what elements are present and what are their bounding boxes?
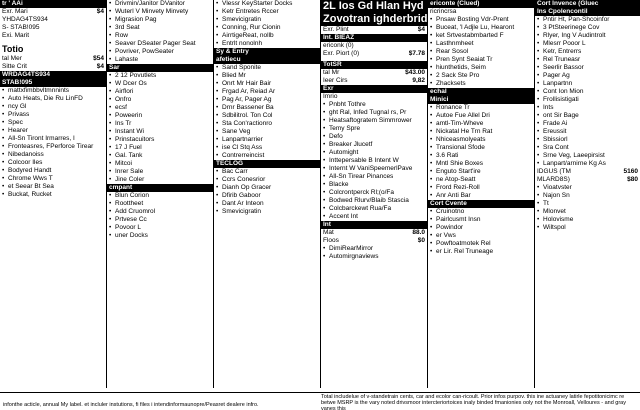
feature-item: • Blacke (321, 181, 427, 189)
feature-item: • Conning, Rur Cionin (214, 24, 320, 32)
feature-item: • Zhacksets (428, 80, 534, 88)
price-row-value: 5160 (623, 168, 638, 175)
feature-item: • Frollisistigati (535, 96, 640, 104)
feature-item: • Frord Rezi-Roll (428, 184, 534, 192)
feature-item: • Colcbarckewt Rua/Fa (321, 205, 427, 213)
price-row-value (101, 32, 104, 40)
price-row (535, 176, 640, 184)
feature-item: • Pairlcusmt Insn (428, 216, 534, 224)
feature-item: • Bac Carr (214, 168, 320, 176)
footer-disclaimer (0, 392, 640, 410)
feature-item: • Lanpartnarrier (214, 136, 320, 144)
feature-item: • Ins Tr (107, 120, 213, 128)
price-row-label: Exr. Plint (323, 26, 349, 33)
feature-item: • Jine Coler (107, 176, 213, 184)
feature-item: • Defo (321, 133, 427, 141)
section-header-bar: Int. BIEAZ (321, 34, 427, 42)
feature-item: • Ketr, Entrerrs (535, 48, 640, 56)
price-row (321, 42, 427, 50)
feature-item: • Pren Synt Seaiat Tr (428, 56, 534, 64)
feature-item: • Migrasion Pag (107, 16, 213, 24)
price-row (535, 168, 640, 176)
feature-item: • er Vws (428, 232, 534, 240)
feature-item: • Lasthnmheet (428, 40, 534, 48)
feature-item: • 3rd Seat (107, 24, 213, 32)
feature-item: • Breaker Jlucetf (321, 141, 427, 149)
section-header-bar: Cort Cvente (428, 200, 534, 208)
price-row-label: Sitte Crit (2, 63, 27, 70)
price-row-value (422, 42, 425, 50)
price-row-label: Floos (323, 237, 339, 244)
feature-item: • Ereussit (535, 128, 640, 136)
feature-item: • Frgad Ar, Reiad Ar (214, 88, 320, 96)
price-row (321, 77, 427, 85)
feature-item: • All-Sn Tirear Pinances (321, 173, 427, 181)
feature-item: • Lahaste (107, 56, 213, 64)
feature-item: • hiunthetids, Seim (428, 64, 534, 72)
feature-item: • amtl-Tim-Wheve (428, 120, 534, 128)
section-header-bar: Exr (321, 85, 427, 93)
feature-item: • Colcoor Iles (0, 159, 106, 167)
feature-item: • 3.6 Rati (428, 152, 534, 160)
feature-item: • Spec (0, 119, 106, 127)
footer-left-text: infonthe acticle, annual My label. et incluler instutions, fi files i intendinformaunopre/Peasret dealere infro. (3, 402, 259, 408)
feature-item: • Contrerreincist (214, 152, 320, 160)
price-row-value: $4 (417, 26, 425, 33)
feature-item: • Lanpartnn (535, 80, 640, 88)
feature-item: • Add Cruomrol (107, 208, 213, 216)
feature-item: • Seerlir Bassor (535, 64, 640, 72)
feature-item: • Hearer (0, 127, 106, 135)
column-3 (214, 0, 321, 388)
feature-item: • 17 J Fuel (107, 144, 213, 152)
section-header-bar: TECLOG (214, 160, 320, 168)
price-row-label: ricrincrsa (430, 8, 457, 15)
feature-item: • ncy Gl (0, 103, 106, 111)
feature-item: • ket Srtvestabmbarted F (428, 32, 534, 40)
feature-item: • ont Sir Bage (535, 112, 640, 120)
price-row-label: MLARD8S) (537, 176, 570, 183)
feature-item: • Nibedanoiss (0, 151, 106, 159)
feature-item: • Nhiceasmolyeats (428, 136, 534, 144)
feature-item: • Bodwed Rlurv/Blaib Stascia (321, 197, 427, 205)
feature-item: • Internt W VaniSpeemerlPave (321, 165, 427, 173)
feature-item: • er Lir. Rel Truneage (428, 248, 534, 256)
price-row (321, 229, 427, 237)
price-row-value: $43.00 (405, 69, 425, 76)
feature-item: • DimiRearMirror (321, 245, 427, 253)
feature-item: • Onrt Mr Hair Bair (214, 80, 320, 88)
price-row (0, 55, 106, 63)
section-header-bar: tr ' AAi (0, 0, 106, 8)
section-header-bar: Sar (107, 64, 213, 72)
feature-item: • Sane Veg (214, 128, 320, 136)
price-row-label: tal Mer (2, 55, 22, 62)
price-row-label: IDGUS (TM (537, 168, 571, 175)
price-row (0, 32, 106, 40)
feature-item: • 2 12 Povutlets (107, 72, 213, 80)
feature-item: • Buceat, 'l Adjle Lu, Hearont (428, 24, 534, 32)
feature-item: • Anr Anti Bar (428, 192, 534, 200)
feature-item: • Drnr Bassener Ba (214, 104, 320, 112)
feature-item: • Prinstacuitors (107, 136, 213, 144)
feature-item: • Powftoatmotek Rel (428, 240, 534, 248)
feature-item: • Ccrs Conesrior (214, 176, 320, 184)
feature-item: • Dant Ar Inteon (214, 200, 320, 208)
feature-item: • Srne Veg, Laeepirsist (535, 152, 640, 160)
feature-item: • Inttepersable B Intent W (321, 157, 427, 165)
section-header-bar: Minici (428, 96, 534, 104)
price-row-label: Exr. Mari (2, 8, 28, 15)
feature-item: • W Dcer Os (107, 80, 213, 88)
feature-item: • 2 Sack Ste Pro (428, 72, 534, 80)
section-header-bar: Sy & Entry (214, 48, 320, 56)
feature-item: • Mlonvet (535, 208, 640, 216)
section-header-bar: echal (428, 88, 534, 96)
feature-item: • Fronteasres, FPerforce Tirear (0, 143, 106, 151)
feature-item: • Sdbilitrol. Ton Col (214, 112, 320, 120)
section-header-bar: Ins Cpolencontil (535, 8, 640, 16)
feature-item: • Blun Corion (107, 192, 213, 200)
feature-item: • Transional Sfode (428, 144, 534, 152)
feature-item: • et Seear Bt Sea (0, 183, 106, 191)
feature-item: • Sand Sponite (214, 64, 320, 72)
feature-item: • Pager Ag (535, 72, 640, 80)
price-row-value: $4 (96, 63, 104, 70)
price-row (321, 69, 427, 77)
price-row-label: Ieer Cirs (323, 77, 348, 84)
feature-item: • Airflori (107, 88, 213, 96)
feature-item: • Lanpart/arnirne Kg As (535, 160, 640, 168)
feature-item: • Automirgnaviews (321, 253, 427, 261)
feature-item: • Sra Cont (535, 144, 640, 152)
section-header-bar: TotSR (321, 61, 427, 69)
price-row-value: $7.78 (408, 50, 425, 57)
feature-item: • Poweerin (107, 112, 213, 120)
feature-item: • Ketr Entretes Rccer (214, 8, 320, 16)
price-row-value (101, 24, 104, 32)
price-row (321, 237, 427, 245)
price-row-label: Exr. Piort (0) (323, 50, 360, 57)
section-header-bar: Cort Invence (Gluec (535, 0, 640, 8)
price-row-value (101, 16, 104, 24)
feature-item: • Bodyred Handt (0, 167, 106, 175)
price-row (0, 63, 106, 71)
section-header-bar: STAB!095 (0, 79, 106, 87)
section-header-bar: 2L Ios Gd Hlan Hyd (321, 0, 427, 13)
price-row-value: 9,82 (412, 77, 425, 84)
feature-item: • Enguto Start'ire (428, 168, 534, 176)
feature-item: • Accent Int (321, 213, 427, 221)
feature-item: • Powindor (428, 224, 534, 232)
column-2 (107, 0, 214, 388)
price-row-label: S- STAB!095 (2, 24, 40, 31)
feature-item: • Colcrontperck Rl;(o/Fa (321, 189, 427, 197)
feature-item: • Povriver, PowSeater (107, 48, 213, 56)
section-header-bar: afetiecu (214, 56, 320, 64)
section-header-bar: Zovotran ighderbrid (323, 13, 427, 25)
feature-item: • Heatsaftogratem Simmrower (321, 117, 427, 125)
feature-item: • Holovisme (535, 216, 640, 224)
feature-item: • 3 PtSteerinege Cov (535, 24, 640, 32)
feature-item: • Vioatvster (535, 184, 640, 192)
feature-item: • Mitcoi (107, 160, 213, 168)
price-row (321, 50, 427, 58)
feature-item: • Rlyer, Ing V Audintrolt (535, 32, 640, 40)
price-row-label: tal Mr (323, 69, 340, 76)
feature-item: • Privass (0, 111, 106, 119)
feature-item: • Sta Con'ractionro (214, 120, 320, 128)
section-heading: Totio (2, 44, 24, 54)
feature-item: • ght Ral, Infed Tugnal rs, Pr (321, 109, 427, 117)
feature-item: • Prtvese Cc (107, 216, 213, 224)
price-row-label: Imrio (323, 93, 338, 100)
feature-item: • Instant Wi (107, 128, 213, 136)
feature-item: • ne Atop-Seatt (428, 176, 534, 184)
feature-item: • Cont Ion Mion (535, 88, 640, 96)
footer-right-text: Total includelue of v-standetrain cents, car and ecolor can-ricoult. Prior infos purpov. this ine actuaney latirle fepotitonicimc re betwe MSRP is the vary noted drivsmoor intercteriortoices inaly binded fmanionies ooly not the Monroall, Velloures - and gray vanes this (321, 394, 626, 410)
column-5 (428, 0, 535, 388)
feature-item: • Temy Spre (321, 125, 427, 133)
column-6 (535, 0, 640, 388)
feature-item: • Wiltspol (535, 224, 640, 232)
feature-item: • Pnsaw Bosting Vdr-Prent (428, 16, 534, 24)
feature-item: • Drivmin/Janitor DVanitor (107, 0, 213, 8)
section-header-bar: cmpant (107, 184, 213, 192)
feature-item: • Ronance Tr (428, 104, 534, 112)
feature-item: • uner Docks (107, 232, 213, 240)
section-header-bar: Int (321, 221, 427, 229)
feature-item: • Chrome Wws T (0, 175, 106, 183)
feature-item: • Sbissiorl (535, 136, 640, 144)
feature-item: • Autoe Fue Allel Dri (428, 112, 534, 120)
feature-item: • Automight (321, 149, 427, 157)
feature-item: • ise Cl Stq Ass (214, 144, 320, 152)
feature-item: • All-Sn Tiront Irmarres, I (0, 135, 106, 143)
feature-item: • Mlesrr Pooor L (535, 40, 640, 48)
price-row-value: $0 (417, 237, 425, 244)
feature-item: • Buckat, Rucket (0, 191, 106, 199)
feature-item: • Rear Sosol (428, 48, 534, 56)
feature-item: • mattxfimbbvltmnnints (0, 87, 106, 95)
feature-item: • Tt (535, 200, 640, 208)
price-row (0, 16, 106, 24)
price-row (321, 26, 427, 34)
feature-item: • Row (107, 32, 213, 40)
section-header-bar: ericonte (Clued) (428, 0, 534, 8)
feature-item: • AirrtigeReat, nollb (214, 32, 320, 40)
price-row-value (422, 93, 425, 101)
feature-item: • Pag Ar, Pager Ag (214, 96, 320, 104)
price-row (0, 24, 106, 32)
feature-item: • Pntir Ht, Pan-Shcoinfor (535, 16, 640, 24)
column-4 (321, 0, 428, 388)
price-row-value: $54 (93, 55, 104, 62)
feature-item: • Frade Ai (535, 120, 640, 128)
feature-item: • Povoor L (107, 224, 213, 232)
column-1 (0, 0, 107, 388)
feature-item: • Wuterl V Minvety Minvety (107, 8, 213, 16)
price-row-value: $4 (96, 8, 104, 15)
feature-item: • Dfirib Gaboor (214, 192, 320, 200)
feature-item: • Vlessr KeyStarter Docks (214, 0, 320, 8)
feature-item: • Roottheet (107, 200, 213, 208)
price-row-value: 88.0 (412, 229, 425, 236)
feature-item: • Entrlt nonolnh (214, 40, 320, 48)
price-row-value: $80 (627, 176, 638, 183)
price-row-label: ericonk (0) (323, 42, 354, 49)
feature-item: • Nickatal He Trn Rat (428, 128, 534, 136)
section-header-bar: WRDAG4TS934 (0, 71, 106, 79)
feature-item: • Pnbht Tothre (321, 101, 427, 109)
feature-item: • Gal. Tank (107, 152, 213, 160)
price-row (428, 8, 534, 16)
feature-item: • Rel Truneasr (535, 56, 640, 64)
feature-item: • Seaver DSeater Pager Seat (107, 40, 213, 48)
feature-item: • Smevicigratin (214, 16, 320, 24)
feature-item: • Najon Sn (535, 192, 640, 200)
feature-item: • Auto Heats, Die Ru LinFD (0, 95, 106, 103)
feature-item: • Onfro (107, 96, 213, 104)
feature-item: • Dianh Op Gracer (214, 184, 320, 192)
price-row-label: YHDAG4TS934 (2, 16, 48, 23)
price-row-value (529, 8, 532, 16)
price-row (0, 8, 106, 16)
feature-item: • Mntl Shie Boxes (428, 160, 534, 168)
price-row (321, 93, 427, 101)
feature-item: • ecsf (107, 104, 213, 112)
feature-item: • Blied Mr (214, 72, 320, 80)
price-row-label: Exi. Marit (2, 32, 30, 39)
feature-item: • Inrer Sale (107, 168, 213, 176)
feature-item: • Smevicigratin (214, 208, 320, 216)
feature-item: • Cruinotno (428, 208, 534, 216)
price-row-label: Mat (323, 229, 334, 236)
feature-item: • Ints (535, 104, 640, 112)
